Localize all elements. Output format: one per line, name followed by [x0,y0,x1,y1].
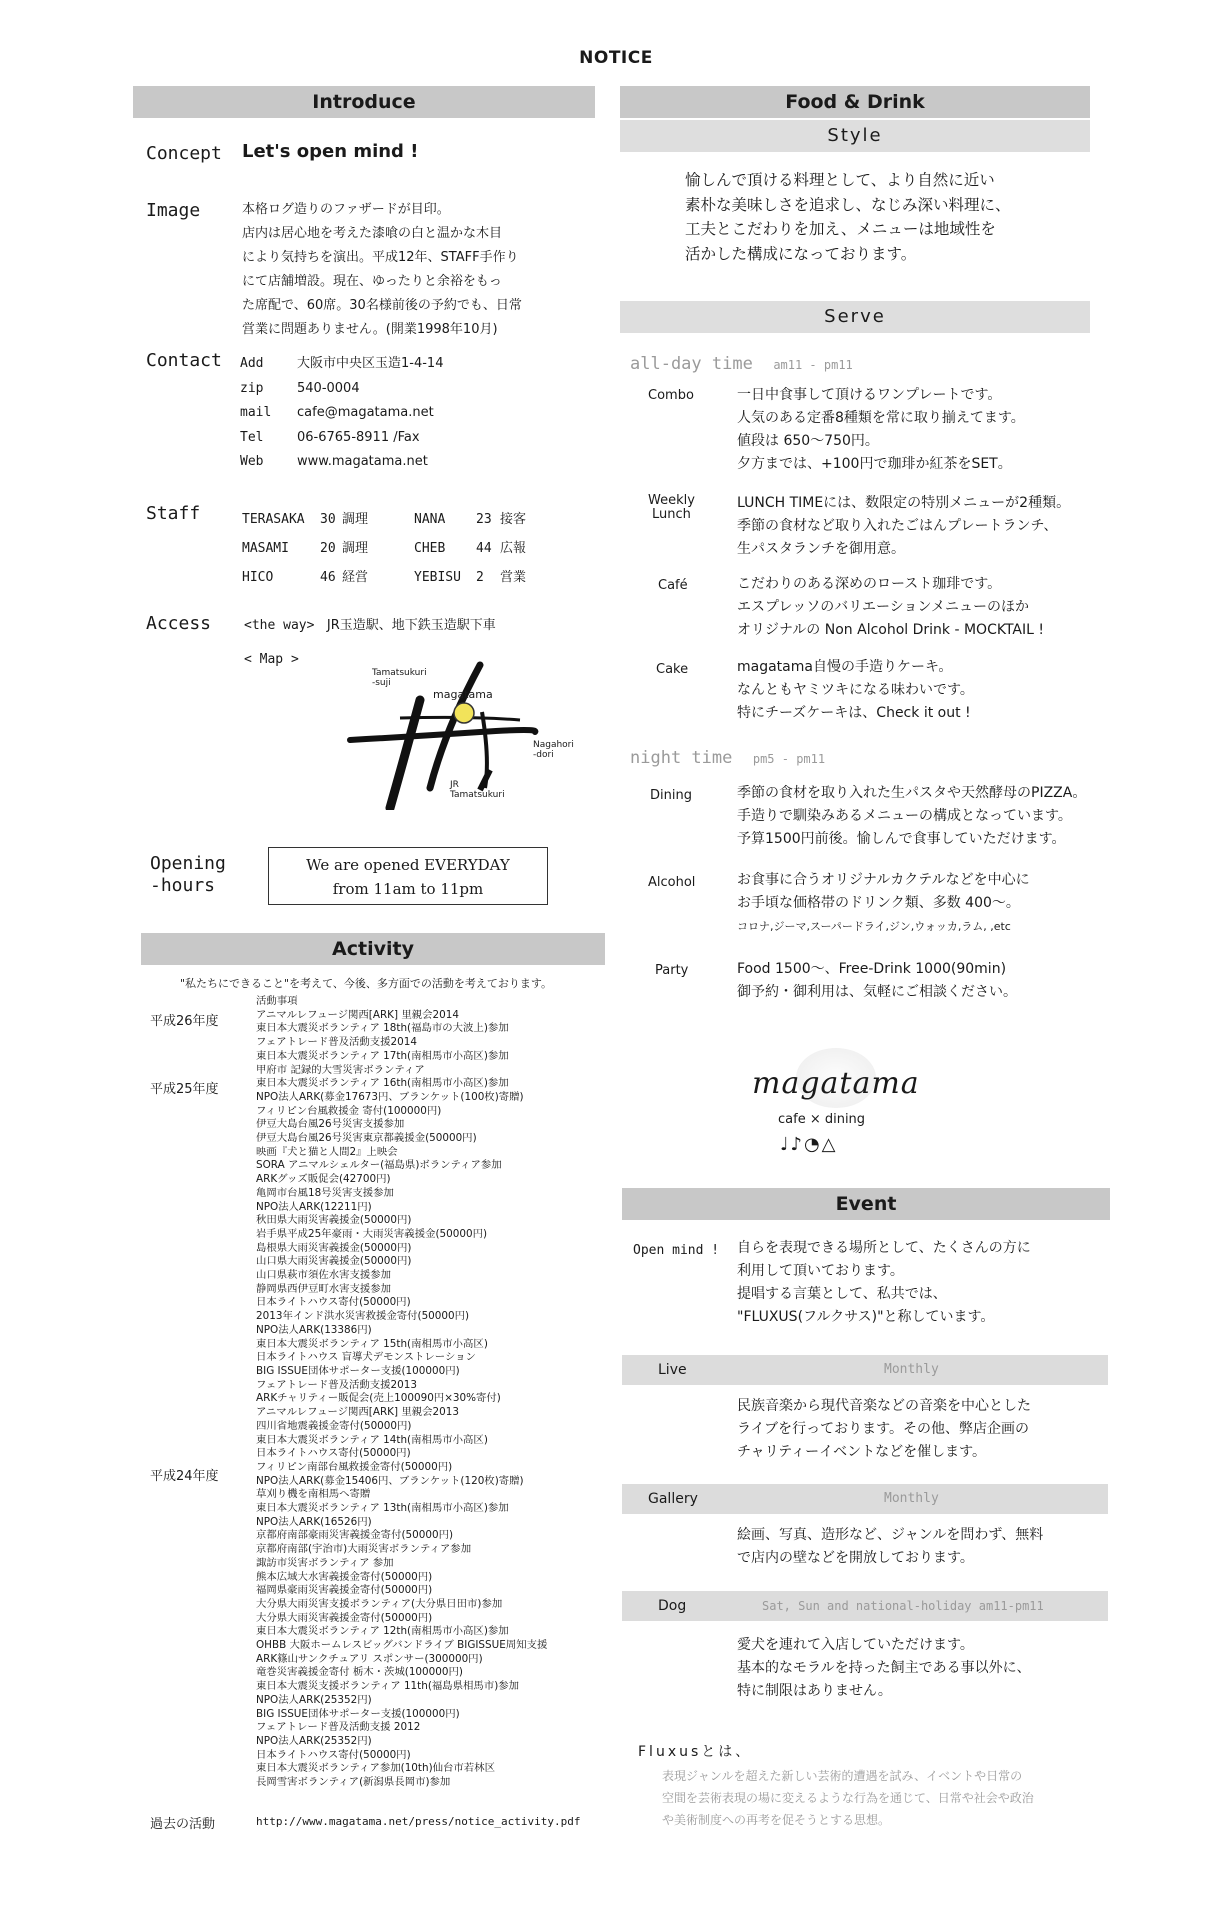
fluxus-title: Fluxusとは、 [638,1744,753,1760]
activity-item: 山口県萩市須佐水害支援参加 [256,1269,392,1282]
activity-item: BIG ISSUE団体サポーター支援(100000円) [256,1707,460,1720]
activity-item: 甲府市 記録的大雪災害ボランティア [256,1063,425,1076]
dog-label: Dog [658,1598,687,1614]
food-drink-header: Food & Drink [620,86,1090,118]
live-label: Live [658,1362,687,1378]
activity-item: 福岡県豪雨災害義援金寄付(50000円) [256,1584,433,1597]
weekly-lunch-label: Weekly Lunch [648,493,695,522]
openmind-label: Open mind ! [633,1243,720,1258]
activity-item: 東日本大震災ボランティア参加(10th)仙台市若林区 [256,1762,495,1775]
concept-value: Let's open mind ! [242,141,419,162]
activity-item: 四川省地震義援金寄付(50000円) [256,1419,412,1432]
opening-label: Opening -hours [150,853,226,896]
party-text: Food 1500〜、Free-Drink 1000(90min) 御予約・御利用は、気軽にご相談ください。 [737,961,1017,1000]
staff-table: TERASAKA 30 調理 NANA 23 接客 MASAMI 20 調理 CHEB 44 広報 HICO 46 経営 YEBISU 2 営業 [242,512,527,585]
logo-subtitle: cafe × dining [778,1112,866,1127]
activity-item: 日本ライトハウス寄付(50000円) [256,1296,411,1309]
fluxus-text: 表現ジャンルを超えた新しい芸術的遭遇を試み、イベントや日常の 空間を芸術表現の場に変えるような行為を通じて、日常や社会や政治 や美術制度への再考を促そうとする思想。 [662,1769,1034,1827]
activity-item: NPO法人ARK(12211円) [256,1200,372,1213]
live-text: 民族音楽から現代音楽などの音楽を中心とした ライブを行っております。その他、弊店企画の チャリティーイベントなどを催します。 [737,1398,1031,1460]
event-header: Event [622,1188,1110,1220]
map-label: < Map > [244,652,299,667]
activity-item: 大分県大雨災害義援金寄付(50000円) [256,1611,433,1624]
dog-row [622,1591,1108,1621]
activity-item: 大分県大雨災害支援ボランティア(大分県日田市)参加 [256,1597,503,1610]
dog-text: 愛犬を連れて入店していただけます。 基本的なモラルを持った飼主である事以外に、 特に制限はありません。 [737,1637,1031,1699]
activity-item: 日本ライトハウス 盲導犬デモンストレーション [256,1351,476,1364]
activity-item: NPO法人ARK(募金17673円、ブランケット(100枚)寄贈) [256,1090,524,1103]
activity-item: BIG ISSUE団体サポーター支援(100000円) [256,1364,460,1377]
gallery-text: 絵画、写真、造形など、ジャンルを問わず、無料 で店内の壁などを開放しております。 [737,1527,1044,1566]
activity-item: 亀岡市台風18号災害支援参加 [256,1186,394,1199]
activity-item: ARK篠山サンクチュアリ スポンサー(300000円) [256,1652,483,1665]
logo-name: magatama [752,1066,920,1101]
activity-item: 山口県大雨災害義援金(50000円) [256,1255,412,1268]
activity-item: フィリピン南部台風救援金寄付(50000円) [256,1460,453,1473]
activity-item: NPO法人ARK(13386円) [256,1323,372,1336]
cafe-label: Café [658,578,688,593]
access-label: Access [146,613,212,634]
style-text: 愉しんで頂ける料理として、より自然に近い 素朴な美味しさを追求し、なじみ深い料理に、 工夫とこだわりを加え、メニューは地域性を 活かした構成になっております。 [685,171,1011,263]
activity-item: フェアトレード普及活動支援2014 [256,1036,418,1049]
style-header: Style [620,120,1090,152]
activity-item: フィリピン台風救援金 寄付(100000円) [256,1104,442,1117]
activity-item: NPO法人ARK(25352円) [256,1693,372,1706]
gallery-row [622,1484,1108,1514]
activity-item: 竜巻災害義援金寄付 栃木・茨城(100000円) [256,1666,463,1679]
activity-item: 秋田県大雨災害義援金(50000円) [256,1214,412,1227]
activity-item: 活動事項 [256,995,298,1007]
map-label-dori: Nagahori -dori [533,740,574,760]
activity-item: NPO法人ARK(25352円) [256,1734,372,1747]
activity-item: 静岡県西伊豆町水害支援参加 [256,1282,392,1295]
activity-item: 長岡雪害ボランティア(新潟県長岡市)参加 [256,1776,451,1789]
introduce-header: Introduce [133,86,595,118]
logo-utensil-icons: ♩♪◔△ [780,1134,838,1155]
concept-label: Concept [146,143,222,164]
activity-item: NPO法人ARK(募金15406円、ブランケット(120枚)寄贈) [256,1474,524,1487]
activity-item: 熊本広域大水害義援金寄付(50000円) [256,1570,433,1583]
night-title: night time pm5 - pm11 [630,748,826,768]
gallery-label: Gallery [648,1491,698,1507]
allday-title: all-day time am11 - pm11 [630,354,853,374]
activity-item: フェアトレード普及活動支援 2012 [256,1721,421,1734]
shop-marker-icon [454,703,474,723]
dining-label: Dining [650,788,692,803]
map-label-jr: JR Tamatsukuri [450,780,505,800]
activity-item: ARKグッズ販促会(42700円) [256,1173,391,1186]
activity-item: 映画『犬と猫と人間2』上映会 [256,1145,398,1158]
staff-label: Staff [146,503,201,524]
live-row [622,1355,1108,1385]
activity-item: 京都府南部豪雨災害義援金寄付(50000円) [256,1529,454,1542]
activity-item: 伊豆大島台風26号災害東京都義援金(50000円) [256,1132,477,1145]
year-h25: 平成25年度 [150,1082,219,1097]
activity-item: 京都府南部(宇治市)大雨災害ボランティア参加 [256,1543,472,1556]
serve-header: Serve [620,301,1090,333]
activity-item: 東日本大震災ボランティア 15th(南相馬市小高区) [256,1337,488,1350]
cafe-text: こだわりのある深めのロースト珈琲です。 エスプレッソのバリエーションメニューのほか オリジナルの Non Alcohol Drink - MOCKTAIL ! [737,576,1044,638]
activity-item: 東日本大震災ボランティア 13th(南相馬市小高区)参加 [256,1502,509,1515]
activity-item: 東日本大震災ボランティア 16th(南相馬市小高区)参加 [256,1077,509,1090]
cake-label: Cake [656,662,689,677]
activity-item: 東日本大震災ボランティア 14th(南相馬市小高区) [256,1433,488,1446]
activity-item: 2013年インド洪水災害救援金寄付(50000円) [256,1310,470,1323]
year-h24: 平成24年度 [150,1469,219,1484]
party-label: Party [655,963,689,978]
combo-text: 一日中食事して頂けるワンプレートです。 人気のある定番8種類を常に取り揃えてます。 値段は 650〜750円。 夕方までは、+100円で珈琲か紅茶をSET。 [737,387,1025,472]
activity-item: 草刈り機を南相馬へ寄贈 [256,1488,371,1501]
weekly-lunch-text: LUNCH TIMEには、数限定の特別メニューが2種類。 季節の食材など取り入れたごはんプレートランチ、 生パスタランチを御用意。 [737,495,1071,557]
activity-item: 日本ライトハウス寄付(50000円) [256,1748,411,1761]
activity-item: 伊豆大島台風26号災害支援参加 [256,1118,405,1131]
opening-hours-box: We are opened EVERYDAY from 11am to 11pm [268,847,548,905]
activity-item: フェアトレード普及活動支援2013 [256,1378,418,1391]
live-frequency: Monthly [884,1362,939,1377]
alcohol-text: お食事に合うオリジナルカクテルなどを中心に お手頃な価格帯のドリンク類、多数 400〜。 コロナ,ジーマ,スーパードライ,ジン,ウォッカ,ラム, ,etc [737,872,1030,933]
contact-label: Contact [146,350,222,371]
image-text: 本格ログ造りのファザードが目印。 店内は居心地を考えた漆喰の白と温かな木目 により気持ちを演出。平成12年、STAFF手作り にて店舗増設。現在、ゆったりと余裕をもっ た席配で、60席。30名様前後の予約でも、日常 営業に問題ありません。(開業1998年10月) [242,202,522,337]
activity-item: 岩手県平成25年豪雨・大雨災害義援金(50000円) [256,1227,488,1240]
contact-table: Add 大阪市中央区玉造1-4-14 zip 540-0004 mail cafe@magatama.net Tel 06-6765-8911 /Fax Web www.magatama.net [240,356,444,469]
alcohol-label: Alcohol [648,875,696,890]
image-label: Image [146,200,201,221]
activity-item: 東日本大震災ボランティア 18th(福島市の大波上)参加 [256,1022,509,1035]
activity-item: アニマルレフュージ関西[ARK] 里親会2014 [256,1008,459,1021]
past-activity-link[interactable]: http://www.magatama.net/press/notice_activity.pdf [256,1815,581,1828]
activity-item: SORA アニマルシェルター(福島県)ボランティア参加 [256,1159,502,1172]
activity-item: 諏訪市災害ボランティア 参加 [256,1556,394,1569]
activity-item: 東日本大震災ボランティア 12th(南相馬市小高区)参加 [256,1625,509,1638]
dog-frequency: Sat, Sun and national-holiday am11-pm11 [762,1599,1044,1613]
map-label-shop: magatama [433,688,493,701]
activity-item: 日本ライトハウス寄付(50000円) [256,1447,411,1460]
activity-item: 東日本大震災支援ボランティア 11th(福島県相馬市)参加 [256,1680,520,1693]
activity-item: OHBB 大阪ホームレスビッグバンドライブ BIGISSUE周知支援 [256,1639,548,1652]
combo-label: Combo [648,388,694,403]
openmind-text: 自らを表現できる場所として、たくさんの方に 利用して頂いております。 提唱する言葉として、私共では、 "FLUXUS(フルクサス)"と称しています。 [737,1240,1031,1325]
activity-item: NPO法人ARK(16526円) [256,1515,372,1528]
activity-item: 東日本大震災ボランティア 17th(南相馬市小高区)参加 [256,1049,509,1062]
activity-header: Activity [141,933,605,965]
page-title: NOTICE [579,48,653,68]
activity-item: アニマルレフュージ関西[ARK] 里親会2013 [256,1406,459,1419]
year-h26: 平成26年度 [150,1014,219,1029]
gallery-frequency: Monthly [884,1491,939,1506]
access-way: <the way> JR玉造駅、地下鉄玉造駅下車 [244,618,496,633]
activity-item: 島根県大雨災害義援金(50000円) [256,1241,412,1254]
cake-text: magatama自慢の手造りケーキ。 なんともヤミツキになる味わいです。 特にチーズケーキは、Check it out ! [737,659,974,721]
activity-intro: "私たちにできること"を考えて、今後、多方面での活動を考えております。 [180,977,553,990]
activity-item: ARKチャリティー販促会(売上100090円×30%寄付) [256,1392,501,1405]
activity-list [256,995,596,1790]
past-activity-label: 過去の活動 [150,1817,216,1832]
map-label-suji: Tamatsukuri -suji [372,668,427,688]
dining-text: 季節の食材を取り入れた生パスタや天然酵母のPIZZA。 手造りで馴染みあるメニューの構成となっています。 予算1500円前後。愉しんで食事していただけます。 [737,785,1087,847]
